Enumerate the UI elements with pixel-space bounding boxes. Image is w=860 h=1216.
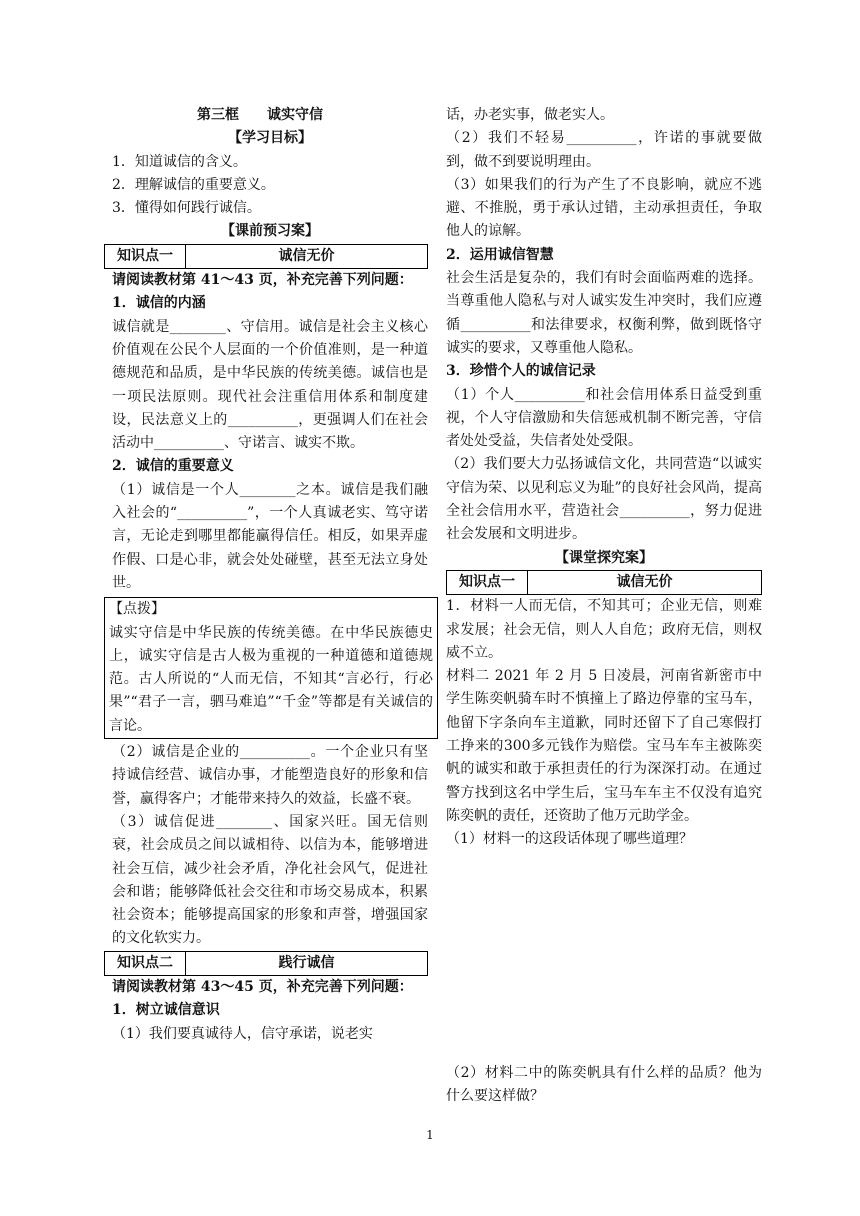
section-text: 诚信就是________、守信用。诚信是社会主义核心价值观在公民个人层面的一个价值准则，是一种道德规范和品质，是中华民族的传统美德。诚信也是一项民法原则。现代社会注重信用体系和制度建设，民法意义上的__________，更强调人们在社会活动中__________、守诺言、诚实不欺。 (112, 318, 428, 452)
section-text: （1）我们要真诚待人，信守承诺，说老实 (112, 1025, 373, 1042)
tip-box (104, 597, 438, 739)
goal-item: 1．知道诚信的含义。 (112, 153, 247, 170)
knowledge-point-header (104, 951, 428, 976)
goals-heading: 【学习目标】 (228, 130, 312, 147)
section-heading: 1．树立诚信意识 (112, 1002, 220, 1019)
section-text: （2）我们不轻易__________，许诺的事就要做到，做不到要说明理由。 (446, 130, 762, 170)
section-heading: 3．珍惜个人的诚信记录 (446, 363, 596, 380)
question: （1）材料一的这段话体现了哪些道理？ (446, 831, 693, 848)
instruction: 请阅读教材第 43～45 页，补充完善下列问题： (112, 978, 413, 995)
explore-heading: 【课堂探究案】 (555, 549, 653, 566)
page-number: 1 (426, 1128, 434, 1142)
section-text: （2）我们要大力弘扬诚信文化，共同营造“以诚实守信为荣、以见利忘义为耻”的良好社会风尚，提高全社会信用水平，营造社会__________，努力促进社会发展和文明进步。 (446, 456, 762, 543)
tip-text: 诚实守信是中华民族的传统美德。在中华民族德史上，诚实守信是古人极为重视的一种道德和道德规范。古人所说的“人而无信，不知其“言必行，行必果”“君子一言，驷马难追”“千金”等都是有关诚信的言论。 (109, 624, 433, 734)
section-heading: 2．诚信的重要意义 (112, 458, 234, 475)
instruction: 请阅读教材第 41～43 页，补充完善下列问题： (112, 272, 413, 289)
left-column (109, 104, 433, 1046)
section-text: 社会生活是复杂的，我们有时会面临两难的选择。当尊重他人隐私与对人诚实发生冲突时，我们应遵循__________和法律要求，权衡利弊，做到既恪守诚实的要求，又尊重他人隐私。 (446, 270, 762, 356)
section-text: （2）诚信是企业的__________。一个企业只有坚持诚信经营、诚信办事，才能塑造良好的形象和信誉，赢得客户；才能带来持久的效益，长盛不衰。 (112, 744, 428, 807)
goal-item: 3．懂得如何践行诚信。 (112, 200, 261, 217)
kp-title: 践行诚信 (186, 951, 428, 975)
section-heading: 2．运用诚信智慧 (446, 246, 554, 263)
section-heading: 1．诚信的内涵 (112, 295, 206, 312)
section-text: （3）诚信促进________、国家兴旺。国无信则衰，社会成员之间以诚相待、以信为本，能够增进社会互信，减少社会矛盾，净化社会风气，促进社会和谐；能够降低社会交往和市场交易成本，积累社会资本；能够提高国家的形象和声誉，增强国家的文化软实力。 (112, 813, 428, 947)
answer-space (446, 852, 762, 1062)
kp-title: 诚信无价 (186, 244, 428, 268)
kp-label: 知识点二 (105, 951, 186, 975)
material-text: 材料二 2021 年 2 月 5 日凌晨，河南省新密市中学生陈奕帆骑车时不慎撞上了路边停靠的宝马车，他留下字条向车主道歉，同时还留下了自己寒假打工挣来的300多元钱作为赔偿。宝马车车主被陈奕帆的诚实和敢于承担责任的行为深深打动。在通过警方找到这名中学生后，宝马车车主不仅没有追究陈奕帆的责任，还资助了他万元助学金。 (446, 668, 762, 824)
lesson-title: 第三框 诚实守信 (197, 107, 323, 123)
goal-item: 2．理解诚信的重要意义。 (112, 176, 275, 193)
section-text: （1）个人__________和社会信用体系日益受到重视，个人守信激励和失信惩戒机制不断完善，守信者处处受益，失信者处处受限。 (446, 386, 762, 450)
tip-heading: 【点拨】 (109, 601, 165, 618)
section-text: （1）诚信是一个人________之本。诚信是我们融入社会的“__________”，一个人真诚老实、笃守诺言，无论走到哪里都能赢得信任。相反，如果弄虚作假、口是心非，就会处处碰壁，甚至无法立身处世。 (112, 481, 428, 591)
right-column (446, 104, 762, 1108)
knowledge-point-header (104, 244, 428, 269)
preview-heading: 【课前预习案】 (221, 223, 319, 240)
section-text: （3）如果我们的行为产生了不良影响，就应不逃避、不推脱，勇于承认过错，主动承担责任，争取他人的谅解。 (446, 176, 762, 240)
section-text: 话，办老实事，做老实人。 (446, 107, 614, 123)
material-text: 1．材料一人而无信，不知其可；企业无信，则难求发展；社会无信，则人人自危；政府无信，则权威不立。 (446, 598, 762, 661)
knowledge-point-header (446, 570, 762, 595)
question: （2）材料二中的陈奕帆具有什么样的品质？他为什么要这样做？ (446, 1064, 762, 1104)
kp-label: 知识点一 (105, 244, 186, 268)
kp-title: 诚信无价 (528, 570, 762, 594)
kp-label: 知识点一 (447, 570, 528, 594)
